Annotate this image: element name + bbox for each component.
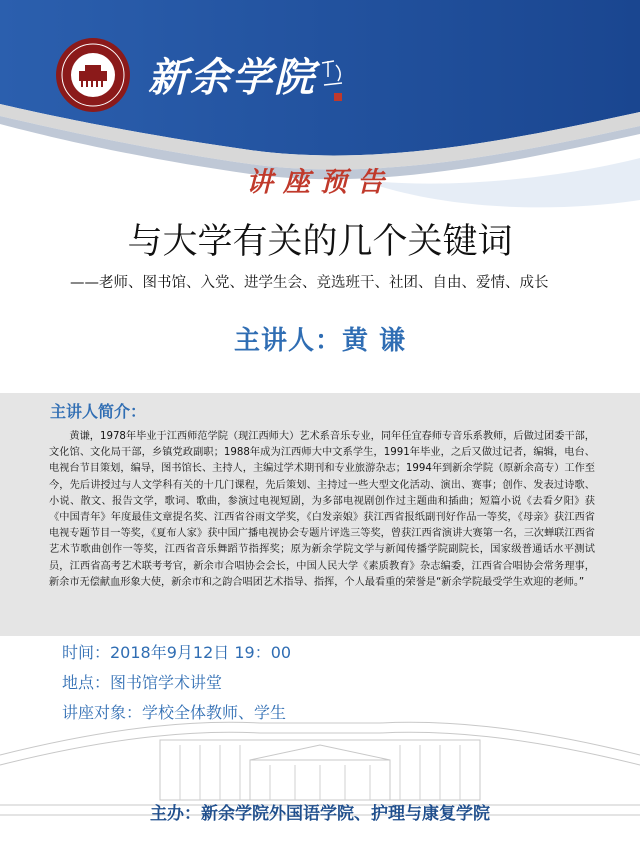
- organizer: 主办：新余学院外国语学院、护理与康复学院: [150, 804, 490, 824]
- bio-heading: 主讲人简介：: [50, 402, 147, 421]
- speaker-bio-section: [0, 393, 640, 636]
- lecture-notice-heading: 讲座预告: [246, 167, 394, 198]
- speaker-name: 主讲人：黄 谦: [233, 326, 407, 356]
- school-name: 新余学院: [148, 54, 316, 101]
- lecture-time: 时间：2018年9月12日 19：00: [62, 643, 292, 662]
- bio-text: 黄谦，1978年毕业于江西师范学院（现江西师大）艺术系音乐专业，同年任宜春师专音乐系教师，后做过团委干部，文化馆、文化局干部，乡镇党政副职；1988年成为江西师大中文系学生，1991年毕业，之后又做过记者，编辑，电台、电视台节目策划，编导，图书馆长、主持人，主编过学术期刊和专业旅游杂志；1994年到新余学院（原新余高专）工作至今，先后讲授过与人文学科有关的十几门课程，先后策划、主持过一些大型文化活动、演出、赛事；创作、发表过诗歌、小说、散文、报告文学，歌词、歌曲，参演过电视短剧，为多部电视剧创作过主题曲和插曲；短篇小说《去看夕阳》获《中国青年》年度最佳文章提名奖、江西省谷雨文学奖，《白发亲娘》获江西省报纸副刊好作品一等奖，《母亲》获江西省电视专题节目一等奖，《夏布人家》获中国广播电视协会专题片评选三等奖，曾获江西省演讲大赛第一名，三次蝉联江西省艺术节歌曲创作一等奖，江西省音乐舞蹈节指挥奖；原为新余学院文学与新闻传播学院副院长，国家级普通话水平测试员，江西省高考艺术联考考官，新余市合唱协会会长，中国人民大学《素质教育》杂志编委，江西省合唱协会常务理事，新余市无偿献血形象大使，新余市和之韵合唱团艺术指导、指挥，个人最看重的荣誉是“新余学院最受学生欢迎的老师。”: [49, 431, 595, 588]
- school-seal-logo: [55, 37, 131, 113]
- lecture-title: 与大学有关的几个关键词: [127, 222, 513, 262]
- lecture-location: 地点：图书馆学术讲堂: [62, 673, 223, 692]
- lecture-subtitle: ——老师、图书馆、入党、进学生会、竞选班干、社团、自由、爱情、成长: [70, 275, 549, 291]
- calligraphy-signature: [318, 55, 348, 105]
- lecture-audience: 讲座对象：学校全体教师、学生: [62, 703, 287, 722]
- campus-building-illustration: [0, 665, 640, 854]
